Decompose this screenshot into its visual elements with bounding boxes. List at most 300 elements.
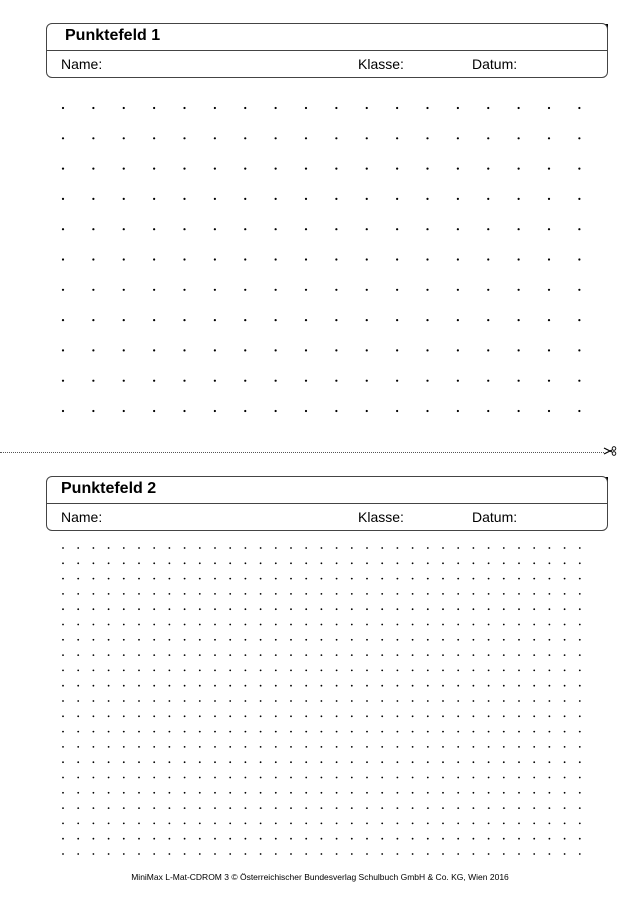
grid-dot	[336, 547, 338, 549]
grid-dot	[275, 792, 277, 794]
grid-dot	[427, 700, 429, 702]
grid-dot	[169, 746, 171, 748]
grid-dot	[427, 792, 429, 794]
grid-dot	[214, 731, 216, 733]
grid-dot	[473, 700, 475, 702]
grid-dot	[518, 853, 520, 855]
grid-dot	[503, 853, 505, 855]
grid-dot	[442, 685, 444, 687]
grid-dot	[533, 639, 535, 641]
grid-dot	[533, 700, 535, 702]
grid-dot	[351, 562, 353, 564]
grid-dot	[305, 746, 307, 748]
grid-dot	[321, 746, 323, 748]
grid-dot	[564, 761, 566, 763]
grid-dot	[442, 700, 444, 702]
grid-dot	[93, 685, 95, 687]
grid-dot	[93, 807, 95, 809]
grid-dot	[290, 853, 292, 855]
grid-dot	[412, 838, 414, 840]
grid-dot	[503, 639, 505, 641]
grid-dot	[77, 639, 79, 641]
grid-dot	[564, 639, 566, 641]
grid-dot	[503, 593, 505, 595]
grid-dot	[199, 761, 201, 763]
grid-dot	[427, 731, 429, 733]
grid-dot	[245, 700, 247, 702]
grid-dot	[336, 823, 338, 825]
grid-dot	[427, 761, 429, 763]
grid-dot	[77, 593, 79, 595]
grid-dot	[549, 562, 551, 564]
grid-dot	[503, 654, 505, 656]
grid-dot	[579, 654, 581, 656]
grid-dot	[245, 731, 247, 733]
grid-dot	[518, 792, 520, 794]
grid-dot	[199, 608, 201, 610]
grid-dot	[153, 777, 155, 779]
grid-dot	[533, 578, 535, 580]
grid-dot	[351, 654, 353, 656]
grid-dot	[138, 792, 140, 794]
grid-dot	[138, 746, 140, 748]
grid-dot	[366, 700, 368, 702]
grid-dot	[153, 700, 155, 702]
grid-dot	[579, 715, 581, 717]
grid-dot	[366, 639, 368, 641]
grid-dot	[169, 624, 171, 626]
grid-dot	[381, 777, 383, 779]
grid-dot	[366, 792, 368, 794]
grid-dot	[351, 700, 353, 702]
grid-dot	[275, 823, 277, 825]
grid-dot	[549, 777, 551, 779]
grid-dot	[488, 624, 490, 626]
grid-dot	[229, 700, 231, 702]
date-label-1: Datum:	[472, 56, 518, 72]
grid-dot	[336, 792, 338, 794]
grid-dot	[138, 853, 140, 855]
grid-dot	[518, 608, 520, 610]
grid-dot	[108, 578, 110, 580]
grid-dot	[305, 761, 307, 763]
grid-dot	[138, 700, 140, 702]
grid-dot	[214, 608, 216, 610]
grid-dot	[153, 670, 155, 672]
grid-dot	[397, 777, 399, 779]
grid-dot	[153, 654, 155, 656]
class-label-1: Klasse:	[358, 56, 404, 72]
grid-dot	[214, 700, 216, 702]
grid-dot	[579, 746, 581, 748]
grid-dot	[123, 654, 125, 656]
grid-dot	[77, 731, 79, 733]
grid-dot	[442, 578, 444, 580]
grid-dot	[503, 731, 505, 733]
grid-dot	[229, 685, 231, 687]
grid-dot	[108, 715, 110, 717]
grid-dot	[229, 624, 231, 626]
grid-dot	[564, 578, 566, 580]
grid-dot	[77, 746, 79, 748]
grid-dot	[366, 654, 368, 656]
grid-dot	[305, 562, 307, 564]
grid-dot	[199, 746, 201, 748]
grid-dot	[321, 731, 323, 733]
grid-dot	[473, 578, 475, 580]
grid-dot	[93, 593, 95, 595]
grid-dot	[229, 654, 231, 656]
grid-dot	[169, 654, 171, 656]
grid-dot	[427, 562, 429, 564]
grid-dot	[245, 578, 247, 580]
grid-dot	[260, 807, 262, 809]
grid-dot	[108, 562, 110, 564]
grid-dot	[503, 777, 505, 779]
grid-dot	[275, 578, 277, 580]
grid-dot	[275, 731, 277, 733]
grid-dot	[518, 761, 520, 763]
grid-dot	[336, 746, 338, 748]
grid-dot	[153, 578, 155, 580]
grid-dot	[397, 654, 399, 656]
grid-dot	[138, 731, 140, 733]
grid-dot	[184, 654, 186, 656]
grid-dot	[488, 731, 490, 733]
grid-dot	[579, 624, 581, 626]
grid-dot	[229, 807, 231, 809]
grid-dot	[533, 654, 535, 656]
grid-dot	[138, 547, 140, 549]
grid-dot	[397, 624, 399, 626]
grid-dot	[366, 685, 368, 687]
worksheet-title-1: Punktefeld 1	[65, 27, 161, 44]
grid-dot	[260, 608, 262, 610]
grid-dot	[214, 807, 216, 809]
grid-dot	[473, 593, 475, 595]
grid-dot	[381, 715, 383, 717]
grid-dot	[290, 761, 292, 763]
grid-dot	[275, 807, 277, 809]
grid-dot	[397, 593, 399, 595]
grid-dot	[549, 608, 551, 610]
grid-dot	[62, 746, 64, 748]
grid-dot	[229, 761, 231, 763]
grid-dot	[533, 593, 535, 595]
grid-dot	[351, 807, 353, 809]
grid-dot	[153, 792, 155, 794]
grid-dot	[366, 731, 368, 733]
grid-dot	[381, 562, 383, 564]
grid-dot	[123, 624, 125, 626]
grid-dot	[412, 792, 414, 794]
grid-dot	[533, 746, 535, 748]
grid-dot	[260, 685, 262, 687]
grid-dot	[473, 853, 475, 855]
grid-dot	[245, 608, 247, 610]
grid-dot	[245, 654, 247, 656]
grid-dot	[442, 654, 444, 656]
class-label-2: Klasse:	[358, 509, 404, 525]
grid-dot	[229, 823, 231, 825]
grid-dot	[381, 685, 383, 687]
grid-dot	[108, 853, 110, 855]
grid-dot	[397, 792, 399, 794]
grid-dot	[366, 746, 368, 748]
grid-dot	[260, 562, 262, 564]
grid-dot	[321, 838, 323, 840]
grid-dot	[457, 562, 459, 564]
grid-dot	[336, 624, 338, 626]
grid-dot	[245, 853, 247, 855]
grid-dot	[93, 624, 95, 626]
grid-dot	[108, 639, 110, 641]
grid-dot	[533, 823, 535, 825]
grid-dot	[62, 731, 64, 733]
grid-dot	[442, 746, 444, 748]
grid-dot	[305, 670, 307, 672]
grid-dot	[518, 654, 520, 656]
grid-dot	[305, 639, 307, 641]
grid-dot	[427, 578, 429, 580]
grid-dot	[123, 685, 125, 687]
grid-dot	[381, 731, 383, 733]
grid-dot	[184, 746, 186, 748]
grid-dot	[518, 777, 520, 779]
grid-dot	[108, 624, 110, 626]
grid-dot	[579, 670, 581, 672]
grid-dot	[503, 792, 505, 794]
grid-dot	[184, 807, 186, 809]
grid-dot	[153, 761, 155, 763]
grid-dot	[290, 731, 292, 733]
grid-dot	[321, 777, 323, 779]
grid-dot	[442, 562, 444, 564]
grid-dot	[351, 715, 353, 717]
grid-dot	[579, 731, 581, 733]
grid-dot	[564, 807, 566, 809]
grid-dot	[473, 807, 475, 809]
grid-dot	[579, 700, 581, 702]
grid-dot	[229, 562, 231, 564]
grid-dot	[427, 670, 429, 672]
grid-dot	[93, 823, 95, 825]
grid-dot	[108, 654, 110, 656]
grid-dot	[77, 853, 79, 855]
grid-dot	[108, 746, 110, 748]
grid-dot	[336, 700, 338, 702]
grid-dot	[336, 777, 338, 779]
grid-dot	[184, 578, 186, 580]
grid-dot	[153, 838, 155, 840]
grid-dot	[549, 807, 551, 809]
grid-dot	[397, 807, 399, 809]
grid-dot	[397, 761, 399, 763]
grid-dot	[321, 562, 323, 564]
grid-dot	[260, 639, 262, 641]
grid-dot	[321, 608, 323, 610]
grid-dot	[336, 761, 338, 763]
grid-dot	[305, 715, 307, 717]
grid-dot	[62, 823, 64, 825]
grid-dot	[275, 624, 277, 626]
grid-dot	[473, 731, 475, 733]
grid-dot	[199, 838, 201, 840]
grid-dot	[123, 838, 125, 840]
grid-dot	[229, 670, 231, 672]
grid-dot	[549, 639, 551, 641]
grid-dot	[427, 624, 429, 626]
grid-dot	[305, 777, 307, 779]
grid-dot	[62, 624, 64, 626]
grid-dot	[381, 624, 383, 626]
grid-dot	[442, 624, 444, 626]
grid-dot	[169, 578, 171, 580]
grid-dot	[229, 593, 231, 595]
grid-dot	[62, 777, 64, 779]
grid-dot	[123, 823, 125, 825]
grid-dot	[564, 746, 566, 748]
grid-dot	[473, 777, 475, 779]
grid-dot	[473, 823, 475, 825]
grid-dot	[123, 670, 125, 672]
grid-dot	[245, 547, 247, 549]
grid-dot	[336, 608, 338, 610]
grid-dot	[245, 685, 247, 687]
grid-dot	[488, 761, 490, 763]
grid-dot	[305, 838, 307, 840]
grid-dot	[199, 562, 201, 564]
grid-dot	[412, 715, 414, 717]
grid-dot	[108, 807, 110, 809]
grid-dot	[214, 777, 216, 779]
grid-dot	[473, 746, 475, 748]
grid-dot	[579, 608, 581, 610]
grid-dot	[93, 853, 95, 855]
grid-dot	[290, 608, 292, 610]
grid-dot	[397, 685, 399, 687]
grid-dot	[108, 608, 110, 610]
grid-dot	[260, 670, 262, 672]
grid-dot	[199, 578, 201, 580]
grid-dot	[488, 853, 490, 855]
grid-dot	[93, 608, 95, 610]
grid-dot	[199, 654, 201, 656]
grid-dot	[457, 746, 459, 748]
grid-dot	[366, 670, 368, 672]
grid-dot	[473, 685, 475, 687]
grid-dot	[153, 715, 155, 717]
grid-dot	[564, 593, 566, 595]
grid-dot	[427, 715, 429, 717]
grid-dot	[351, 761, 353, 763]
grid-dot	[229, 639, 231, 641]
grid-dot	[62, 593, 64, 595]
grid-dot	[260, 761, 262, 763]
grid-dot	[62, 670, 64, 672]
grid-dot	[169, 761, 171, 763]
grid-dot	[518, 807, 520, 809]
grid-dot	[153, 639, 155, 641]
grid-dot	[427, 746, 429, 748]
grid-dot	[93, 777, 95, 779]
grid-dot	[321, 685, 323, 687]
grid-dot	[579, 639, 581, 641]
grid-dot	[123, 700, 125, 702]
grid-dot	[442, 670, 444, 672]
grid-dot	[153, 685, 155, 687]
grid-dot	[305, 593, 307, 595]
grid-dot	[412, 685, 414, 687]
grid-dot	[503, 578, 505, 580]
grid-dot	[397, 853, 399, 855]
grid-dot	[366, 624, 368, 626]
grid-dot	[397, 823, 399, 825]
grid-dot	[366, 807, 368, 809]
grid-dot	[169, 562, 171, 564]
grid-dot	[457, 853, 459, 855]
grid-dot	[108, 792, 110, 794]
grid-dot	[62, 761, 64, 763]
grid-dot	[579, 853, 581, 855]
grid-dot	[549, 731, 551, 733]
grid-dot	[381, 746, 383, 748]
grid-dot	[260, 578, 262, 580]
grid-dot	[93, 715, 95, 717]
grid-dot	[412, 823, 414, 825]
grid-dot	[397, 578, 399, 580]
grid-dot	[427, 593, 429, 595]
grid-dot	[457, 838, 459, 840]
grid-dot	[214, 685, 216, 687]
grid-dot	[412, 777, 414, 779]
grid-dot	[564, 731, 566, 733]
grid-dot	[518, 731, 520, 733]
grid-dot	[564, 624, 566, 626]
grid-dot	[457, 654, 459, 656]
grid-dot	[549, 547, 551, 549]
grid-dot	[184, 823, 186, 825]
grid-dot	[427, 777, 429, 779]
grid-dot	[412, 731, 414, 733]
grid-dot	[442, 823, 444, 825]
grid-dot	[351, 792, 353, 794]
grid-dot	[518, 562, 520, 564]
grid-dot	[108, 700, 110, 702]
grid-dot	[457, 547, 459, 549]
grid-dot	[427, 654, 429, 656]
grid-dot	[351, 823, 353, 825]
grid-dot	[184, 700, 186, 702]
grid-dot	[77, 700, 79, 702]
grid-dot	[305, 624, 307, 626]
grid-dot	[290, 838, 292, 840]
grid-dot	[366, 578, 368, 580]
grid-dot	[351, 578, 353, 580]
grid-dot	[199, 670, 201, 672]
grid-dot	[214, 746, 216, 748]
grid-dot	[275, 547, 277, 549]
grid-dot	[397, 547, 399, 549]
grid-dot	[138, 670, 140, 672]
grid-dot	[245, 777, 247, 779]
grid-dot	[153, 807, 155, 809]
grid-dot	[214, 547, 216, 549]
grid-dot	[77, 838, 79, 840]
grid-dot	[442, 853, 444, 855]
grid-dot	[245, 670, 247, 672]
grid-dot	[427, 685, 429, 687]
